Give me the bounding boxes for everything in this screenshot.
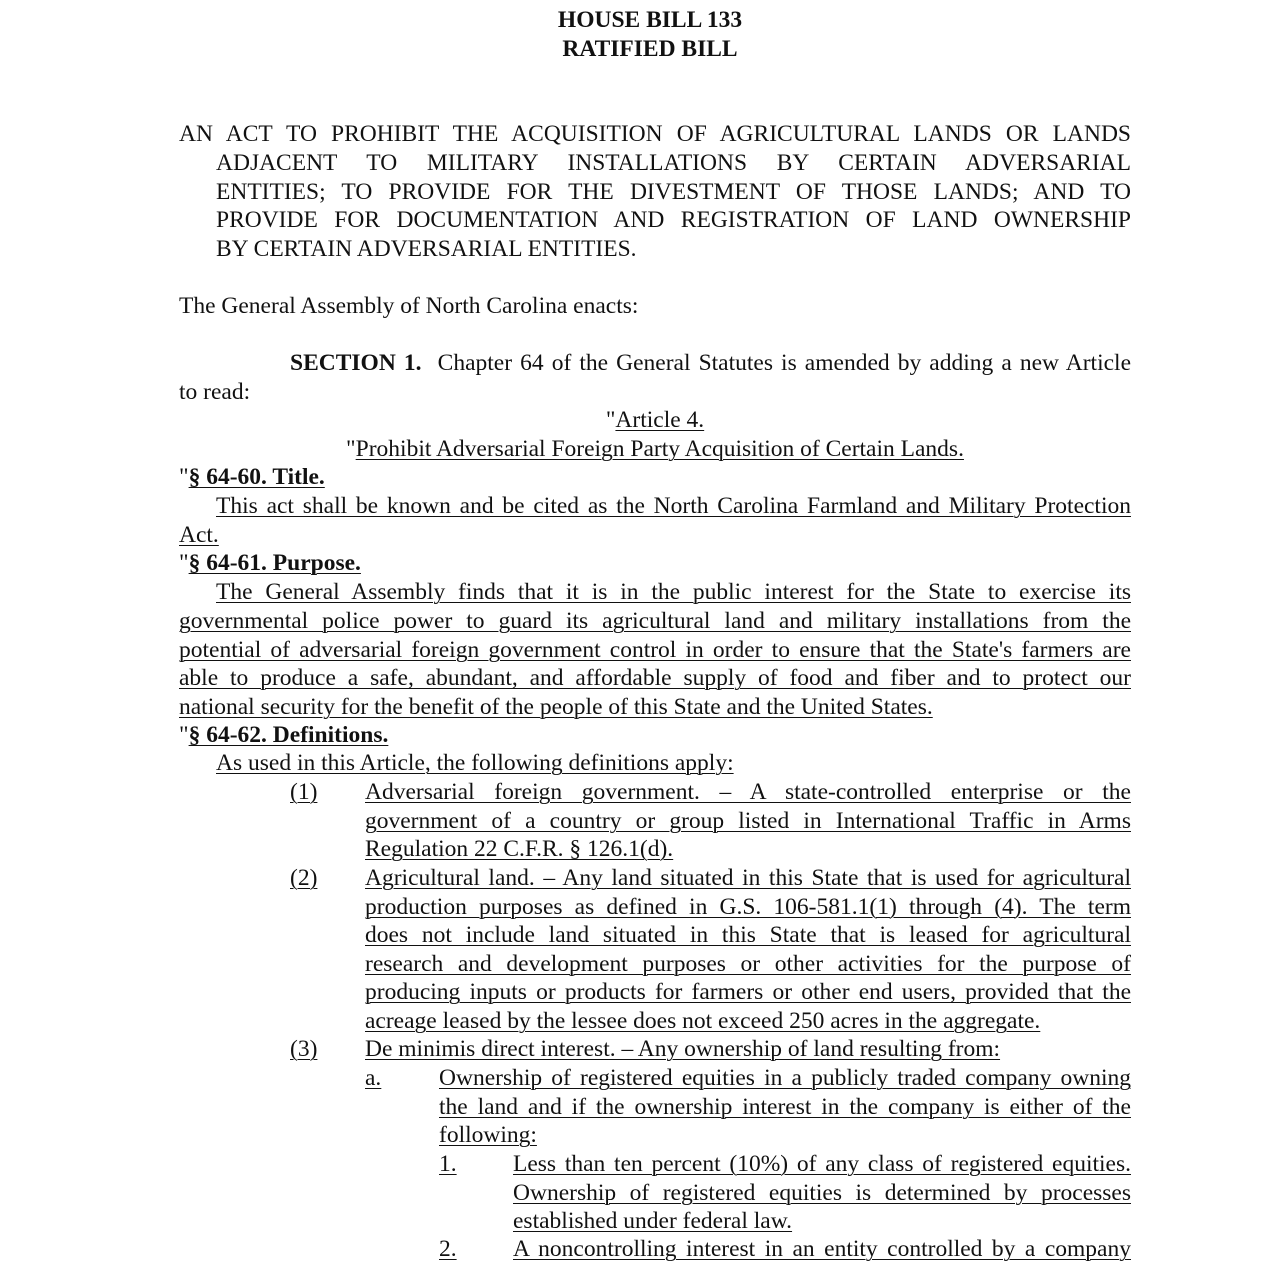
act-title-line: ADJACENT TO MILITARY INSTALLATIONS BY CERTAIN ADVERSARIAL: [216, 150, 1131, 176]
section-1: [290, 349, 1131, 378]
definition-1-number: (1): [290, 779, 318, 805]
section-1-text-continued: to read:: [179, 379, 251, 405]
section-64-61-text: The General Assembly finds that it is in the public interest for the State to exercise its: [216, 579, 1131, 605]
bill-number: HOUSE BILL 133: [557, 7, 743, 33]
definition-3-number: (3): [290, 1036, 318, 1062]
definition-3a-number: a.: [365, 1065, 382, 1091]
section-64-60-heading: "§ 64-60. Title.: [179, 464, 325, 490]
definitions-intro: As used in this Article, the following definitions apply:: [216, 750, 734, 776]
act-title-line: ENTITIES; TO PROVIDE FOR THE DIVESTMENT OF THOSE LANDS; AND TO: [216, 178, 1131, 205]
definition-2-number: (2): [290, 865, 318, 891]
enacting-clause: The General Assembly of North Carolina enacts:: [179, 293, 639, 319]
definition-3: De minimis direct interest. – Any ownership of land resulting from:: [365, 1036, 1001, 1062]
article-heading: "Prohibit Adversarial Foreign Party Acquisition of Certain Lands.: [346, 436, 964, 462]
definition-3a: Ownership of registered equities in a publicly traded company owning the land and if the ownership interest in the company is either of the following:: [439, 1065, 1131, 1149]
act-title-line: AN ACT TO PROHIBIT THE ACQUISITION OF AGRICULTURAL LANDS OR LANDS: [179, 121, 1131, 147]
definition-3a-item-1: Less than ten percent (10%) of any class of registered equities. Ownership of registered equities is determined by processes established under federal law.: [513, 1151, 1131, 1235]
section-64-61-text-continued: governmental police power to guard its agricultural land and military installations from the potential of adversarial foreign government control in order to ensure that the State's farmers are able to produce a safe, abundant, and affordable supply of food and fiber and to protect our national security for the benefit of the people of this State and the United States.: [179, 608, 1131, 720]
act-title-line: BY CERTAIN ADVERSARIAL ENTITIES.: [216, 235, 637, 262]
act-title: [179, 120, 1131, 149]
section-64-62-heading: "§ 64-62. Definitions.: [179, 722, 389, 748]
section-1-label: SECTION 1.: [290, 350, 422, 376]
section-64-60-text: This act shall be known and be cited as the North Carolina Farmland and Military Protection: [216, 493, 1131, 519]
definition-3a-item-2: A noncontrolling interest in an entity controlled by a company: [513, 1236, 1131, 1262]
act-title-continued: [216, 149, 1131, 263]
section-64-60-text-end: Act.: [179, 522, 219, 548]
section-1-text: Chapter 64 of the General Statutes is amended by adding a new Article: [437, 350, 1131, 376]
section-64-61-heading: "§ 64-61. Purpose.: [179, 550, 361, 576]
article-number: "Article 4.: [605, 407, 705, 433]
definition-2: Agricultural land. – Any land situated in this State that is used for agricultural production purposes as defined in G.S. 106-581.1(1) through (4). The term does not include land situated in this State that is leased for agricultural research and development purposes or other activities for the purpose of producing inputs or products for farmers or other end users, provided that the acreage leased by the lessee does not exceed 250 acres in the aggregate.: [365, 865, 1131, 1034]
definition-3a-item-2-number: 2.: [439, 1236, 457, 1262]
act-title-line: PROVIDE FOR DOCUMENTATION AND REGISTRATION OF LAND OWNERSHIP: [216, 207, 1131, 234]
bill-status: RATIFIED BILL: [562, 36, 738, 62]
definition-1: Adversarial foreign government. – A state-controlled enterprise or the government of a country or group listed in International Traffic in Arms Regulation 22 C.F.R. § 126.1(d).: [365, 779, 1131, 863]
definition-3a-item-1-number: 1.: [439, 1151, 457, 1177]
